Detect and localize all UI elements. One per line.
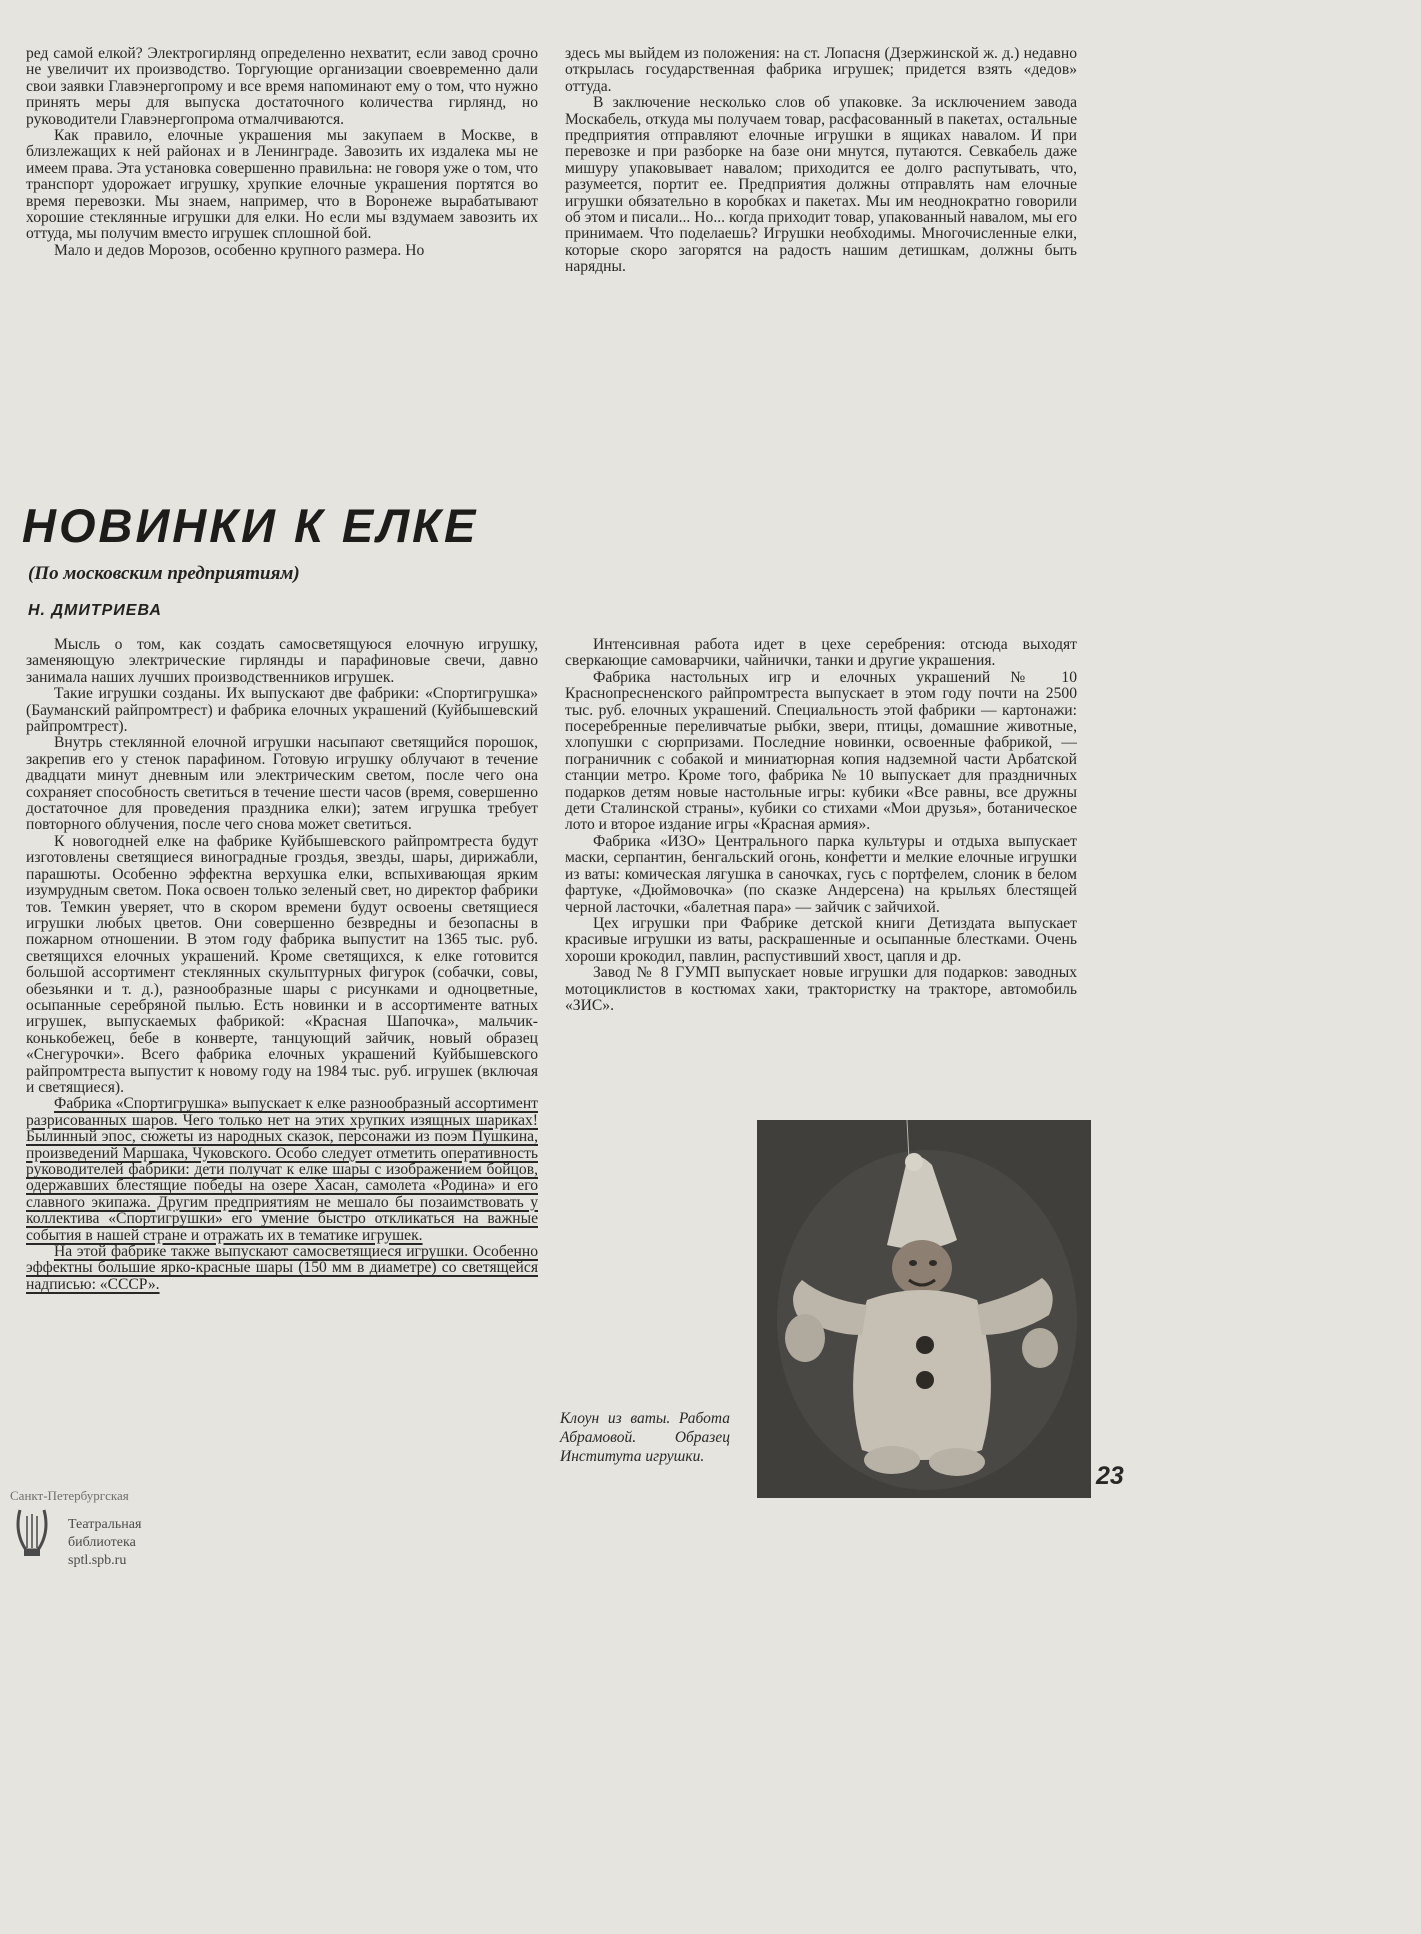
paragraph: Мало и дедов Морозов, особенно крупного размера. Но: [54, 241, 425, 259]
watermark-line: Театральная: [68, 1517, 142, 1532]
page-number: 23: [1096, 1462, 1124, 1490]
article-left-column: [26, 637, 538, 1293]
underlined-paragraph: Фабрика «Спортигрушка» выпускает к елке разнообразный ассортимент разрисованных шаров. Чего только нет на этих хрупких изящных шариках! Былинный эпос, сюжеты из народных сказок, персонажи из поэм Пушкина, произведений Маршака, Чуковского. Особо следует отметить оперативность руководителей фабрики: дети получат к елке шары с изображением бойцов, одержавших блестящие победы на озере Хасан, самолета «Родина» и его славного экипажа. Другим предприятиям не мешало бы позаимствовать у коллектива «Спортигрушки» его умение быстро откликаться на важные события в нашей стране и отражать их в тематике игрушек.: [26, 1095, 538, 1244]
paragraph: Фабрика «ИЗО» Центрального парка культуры и отдыха выпускает маски, серпантин, бенгальский огонь, конфетти и мелкие елочные игрушки из ваты: комическая лягушка в саночках, гусь с портфелем, слоник в белом фартуке, «Дюймовочка» (по сказке Андерсена) на крыльях блестящей черной ласточки, «балетная пара» — зайчик с зайчихой.: [565, 832, 1077, 916]
watermark-title: Санкт-Петербургская: [10, 1488, 129, 1503]
paragraph: здесь мы выйдем из положения: на ст. Лопасня (Дзержинской ж. д.) недавно открылась государственная фабрика игрушек; придется взять «дедов» оттуда.: [565, 45, 1077, 95]
paragraph: Мысль о том, как создать самосветящуюся елочную игрушку, заменяющую электрические гирлянды и парафиновые свечи, давно занимала наших лучших производственников игрушек.: [26, 636, 538, 686]
watermark-line: библиотека: [68, 1535, 136, 1550]
clown-illustration: [757, 1120, 1091, 1498]
paragraph: Цех игрушки при Фабрике детской книги Детиздата выпускает красивые игрушки из ваты, раскрашенные и осыпанные блестками. Очень хороши крокодил, павлин, распустивший хвост, цапля и др.: [565, 914, 1077, 965]
paragraph: Фабрика настольных игр и елочных украшений № 10 Краснопресненского райпромтреста выпускает в этом году почти на 2500 тыс. руб. елочных украшений. Специальность этой фабрики — картонажи: посеребренные переливчатые рыбки, звери, птицы, домашние животные, хлопушки с сюрпризами. Последние новинки, освоенные фабрикой, — пограничник с собакой и миниатюрная копия надземной части Арбатской станции метро. Кроме того, фабрика № 10 выпускает для праздничных подарков детям новые настольные игры: кубики «Все равны, все дружны дети Сталинской страны», кубики со стихами «Мои друзья», ботаническое лото и второе издание игры «Красная армия».: [565, 668, 1077, 834]
watermark-url: sptl.spb.ru: [68, 1553, 127, 1568]
article-author: Н. ДМИТРИЕВА: [28, 602, 162, 619]
paragraph: Как правило, елочные украшения мы закупаем в Москве, в близлежащих к ней районах и в Ленинграде. Завозить их издалека мы не имеем права. Эта установка совершенно правильна: не говоря уже о том, что транспорт удорожает игрушку, хрупкие елочные украшения портятся во время перевозки. Мы знаем, например, что в Воронеже вырабатывают хорошие стеклянные игрушки для елки. Но если мы вздумаем завозить их оттуда, мы получим вместо игрушек сплошной бой.: [26, 127, 538, 243]
paragraph: ред самой елкой? Электрогирлянд определенно нехватит, если завод срочно не увеличит их производство. Торгующие организации своевременно дали свои заявки Главэнергопрому и все время напоминают ему о том, что нужно принять меры для выпуска достаточного количества гирлянд, но руководители Главэнергопрома отмалчиваются.: [26, 45, 538, 128]
paragraph: Внутрь стеклянной елочной игрушки насыпают светящийся порошок, закрепив его у стенок парафином. Готовую игрушку облучают в течение двадцати минут дневным или электрическим светом, после чего она сохраняет способность светиться в течение шести часов (время, совершенно достаточное для проведения праздника елки); затем игрушка требует повторного облучения, после чего снова может светиться.: [26, 734, 538, 834]
article-right-column: [565, 637, 1077, 1014]
top-right-column: [565, 46, 1077, 276]
library-watermark: [6, 1488, 246, 1568]
paragraph: Такие игрушки созданы. Их выпускают две фабрики: «Спортигрушка» (Бауманский райпромтрест) и фабрика елочных украшений (Куйбышевский райпромтрест).: [26, 685, 538, 736]
top-left-column: [26, 46, 538, 259]
photo-caption: Клоун из ваты. Работа Абрамовой. Образец Института игрушки.: [560, 1410, 730, 1465]
clown-photo: [757, 1120, 1091, 1498]
paragraph: В заключение несколько слов об упаковке. За исключением завода Москабель, откуда мы получаем товар, расфасованный в пакетах, остальные предприятия отправляют елочные игрушки в ящиках навалом. И при перевозке и при разборке на базе они мнутся, путаются. Севкабель даже мишуру упаковывает навалом; приходится ее долго распутывать, что, разумеется, портит ее. Предприятия должны отправлять нам елочные игрушки обязательно в коробках и пакетах. Мы им неоднократно говорили об этом и писали... Но... когда приходит товар, упакованный навалом, мы его принимаем. Что поделаешь? Игрушки необходимы. Многочисленные елки, которые скоро загорятся на радость нашим детишкам, должны быть нарядны.: [565, 94, 1077, 276]
article-subheadline: (По московским предприятиям): [28, 563, 300, 584]
underlined-paragraph: На этой фабрике также выпускают самосветящиеся игрушки. Особенно эффектны большие ярко-красные шары (150 мм в диаметре) со светящейся надписью: «СССР».: [26, 1243, 538, 1293]
paragraph: К новогодней елке на фабрике Куйбышевского райпромтреста будут изготовлены светящиеся виноградные гроздья, звезды, шары, дирижабли, парашюты. Особенно эффектна верхушка елки, вспыхивающая ярким изумрудным светом. Пока освоен только зеленый свет, но директор фабрики тов. Темкин уверяет, что в скором времени будут освоены светящиеся игрушки любых цветов. Они совершенно безвредны и безопасны в пожарном отношении. В этом году фабрика выпустит на 1365 тыс. руб. светящихся елочных украшений. Кроме светящихся, к елке готовится большой ассортимент стеклянных скульптурных фигурок (собачки, совы, обезьянки и т. д.), разнообразные шары с рисунками и одноцветные, осыпанные серебряной пылью. Есть новинки и в ассортименте ватных игрушек, выпускаемых фабрикой: «Красная Шапочка», мальчик-конькобежец, бебе в конверте, танцующий зайчик, новый образец «Снегурочки». Всего фабрика елочных украшений Куйбышевского райпромтреста выпустит к новому году на 1984 тыс. руб. игрушек (включая и светящиеся).: [26, 832, 538, 1096]
paragraph: Интенсивная работа идет в цехе серебрения: отсюда выходят сверкающие самоварчики, чайнички, танки и другие украшения.: [565, 636, 1077, 670]
lyre-icon: [12, 1502, 52, 1562]
article-headline: НОВИНКИ К ЕЛКЕ: [22, 499, 479, 552]
paragraph: Завод № 8 ГУМП выпускает новые игрушки для подарков: заводных мотоциклистов в костюмах хаки, трактористку на тракторе, автомобиль «ЗИС».: [565, 964, 1077, 1014]
